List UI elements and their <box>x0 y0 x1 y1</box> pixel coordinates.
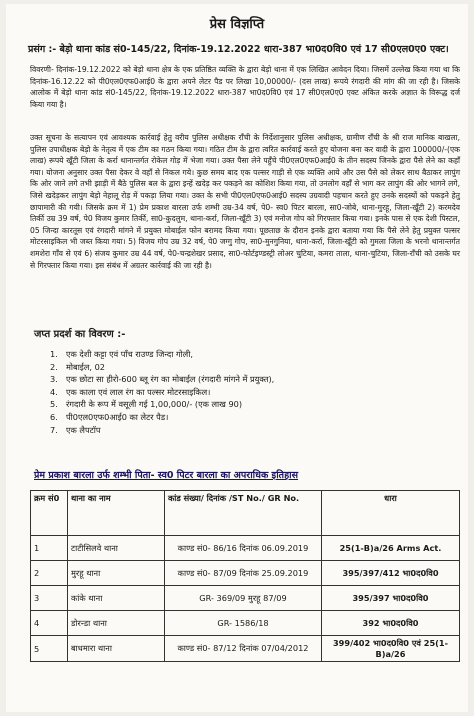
case-cell: काण्ड सं0- 86/16 दिनांक 06.09.2019 <box>165 536 322 561</box>
serial-cell: 4 <box>31 611 68 636</box>
list-item: 4. एक काला एवं लाल रंग का पल्सर मोटरसाइकिल। <box>50 386 211 397</box>
column-header-serial: क्रम सं0 <box>31 491 68 536</box>
list-item: 6. पी0एल0एफ0आई0 का लेटर पैड। <box>50 411 169 422</box>
document-title: प्रेस विज्ञप्ति <box>209 17 265 32</box>
list-item: 7. एक लैपटॉप <box>50 424 101 435</box>
column-header-case: कांड संख्या/ दिनांक /ST No./ GR No. <box>165 491 322 536</box>
serial-cell: 5 <box>31 636 68 662</box>
list-item: 2. मोबाईल, 02 <box>50 361 106 372</box>
station-cell: टाटीसिलवे थाना <box>68 536 165 561</box>
case-cell: काण्ड सं0- 87/09 दिनांक 25.09.2019 <box>165 561 322 586</box>
action-paragraph: उक्त सूचना के सत्यापन एवं आवश्यक कार्रवाई हेतु वरीय पुलिस अधीक्षक राँची के निर्देशानुसार पुलिस अधीक्षक, ग्रामीण राँची के श्री राज मानिक बाखला, पुलिस उपाधीक्षक बेड़ो के नेतृत्व में एक टीम का गठन किया गया। गठित टीम के द्वारा त्वरित कार्रवाई करते हुए योजना बना कर वादी के द्वारा 100000/-(एक लाख) रूपये खूँटी जिला के कर्रा थानान्तर्गत रोकेल गोड़ में भेजा गया। उक्त पैसा लेने पहुँचे पी0एल0एफ0आई0 के तीन सदस्य जिनके द्वारा पैसे लेने का कहाँ गया। योजना अनुसार उक्त पैसा देकर वे वहाँ से निकल गये। कुछ समय बाद एक पल्सर गाड़ी से एक व्यक्ति आये और उस पैसे को लेकर साथ बैठाकर लापुंग कि ओर जाने लगे तभी झाड़ी में बैठे पुलिस बल के द्वारा इन्हें खदेड़ कर पकड़ने का कोशिश किया गया, तो उनलोग वहाँ से भाग कर लापुंग की ओर भागने लगे, जिसे खदेड़कर लापुंग बेड़ो नेहालू रोड़ में पकड़ा लिया गया। उक्त के सभी पी0एल0एफ0आई0 सदस्य उग्रवादी पहचान करते हुए उनके सदस्यों को पकड़ने हेतु छापामारी की गयी। जिसके क्रम में 1) प्रेम प्रकाश बारला उर्फ शम्भी उम्र-34 वर्ष, पे0- स्व0 पिटर बारला, सा0-जोबे, थाना-मुरहू, जिला-खूँटी 2) करमदेव तिर्की उम्र 39 वर्ष, पे0 विजय कुमार तिर्की, सा0-कुदलुम, थाना-कर्रा, जिला-खूँटी 3) एवं मनोज गोप को गिरफ्तार किया गया। इनके पास से एक देशी पिस्टल, 05 जिन्दा कारतूस एवं रंगदारी मांगने में प्रयुक्त मोबाईल फोन बरामद किया गया। पूछताछ के दौरान इनके द्वारा बताया गया कि पैसे लेने हेतु प्रयुक्त पल्सर मोटरसाइकिल भी जब्त किया गया। 5) विजय गोप उम्र 32 वर्ष, पे0 जग्गु गोप, सा0-मुनगुनिया, थाना-कर्रा, जिला-खूँटी को गुमला जिला के भरनो थानान्तर्गत शमशेरा गाँव से एवं 6) संजय कुमार उम्र 44 वर्ष, पे0-चन्द्रशेखर प्रसाद, सा0-फोर्टइण्डस्ट्री लोअर चुटिया, कमरा ताला, थाना-चुटिया, जिला-राँची को उसके घर से गिरफ्तार किया गया। इस संबंध में अग्रतर कार्रवाई की जा रही है। <box>30 133 460 270</box>
station-cell: डोरन्डा थाना <box>68 611 165 636</box>
station-cell: कांके थाना <box>68 586 165 611</box>
list-item: 5. रंगदारी के रूप में वसूली गई 1,00,000/- (एक लाख 90) <box>50 399 243 410</box>
serial-cell: 2 <box>31 561 68 586</box>
criminal-history-table <box>30 490 460 662</box>
seized-items-heading: जप्त प्रदर्श का विवरण :- <box>34 329 126 340</box>
case-cell: GR- 1586/18 <box>165 611 322 636</box>
table-header-row <box>31 491 460 536</box>
serial-cell: 1 <box>31 536 68 561</box>
table-row <box>31 586 460 611</box>
section-cell: 399/402 भा0द0वि0 एवं 25(1-B)a/26 <box>322 636 460 662</box>
column-header-station: थाना का नाम <box>68 491 165 536</box>
criminal-history-heading: प्रेम प्रकाश बारला उर्फ शम्भी पिता- स्व0 पिटर बारला का अपराधिक इतिहास <box>34 470 299 481</box>
table-row <box>31 561 460 586</box>
section-cell: 395/397 भा0द0वि0 <box>322 586 460 611</box>
list-item: 1. एक देशी कट्टा एवं पाँच राउण्ड जिन्दा गोली, <box>50 349 193 359</box>
station-cell: बाधमारा थाना <box>68 636 165 662</box>
column-header-section: धारा <box>322 491 460 536</box>
description-paragraph: विवरणी- दिनांक-19.12.2022 को बेड़ो थाना क्षेत्र के एक प्रतिष्ठित व्यक्ति के द्वारा बेड़ो थाना में एक लिखित आवेदन दिया। जिसमें उल्लेख किया गया था कि दिनांक-16.12.22 को पी0एल0एफ0आई0 के द्वारा अपने लेटर पैड पर लिखा 10,00000/- (दस लाख) रूपये रंगदारी की मांग की जा रही है। जिसके आलोक में बेड़ो थाना कांड सं0-145/22, दिनांक-19.12.2022 धारा-387 भा0द0वि0 एवं 17 सी0एल0ए0 एक्ट अंकित करके अज्ञात के विरूद्ध दर्ज किया गया है। <box>30 65 460 109</box>
table-row <box>31 536 460 561</box>
subject-line: प्रसंग :- बेड़ो थाना कांड सं0-145/22, दिनांक-19.12.2022 धारा-387 भा0द0वि0 एवं 17 सी0एल0ए0 एक्ट। <box>28 44 449 55</box>
station-cell: मुरहू थाना <box>68 561 165 586</box>
serial-cell: 3 <box>31 586 68 611</box>
section-cell: 392 भा0द0वि0 <box>322 611 460 636</box>
case-cell: काण्ड सं0- 87/12 दिनांक 07/04/2012 <box>165 636 322 662</box>
table-row <box>31 636 460 662</box>
list-item: 3. एक छोटा सा हीरो-600 ब्लू रंग का मोबाईल (रंगदारी मांगने में प्रयुक्त), <box>50 374 275 385</box>
section-cell: 395/397/412 भा0द0वि0 <box>322 561 460 586</box>
seized-items-list <box>50 348 430 436</box>
section-cell: 25(1-B)a/26 Arms Act. <box>322 536 460 561</box>
press-release-page <box>6 4 468 712</box>
table-row <box>31 611 460 636</box>
case-cell: GR- 369/09 मुरहू 87/09 <box>165 586 322 611</box>
